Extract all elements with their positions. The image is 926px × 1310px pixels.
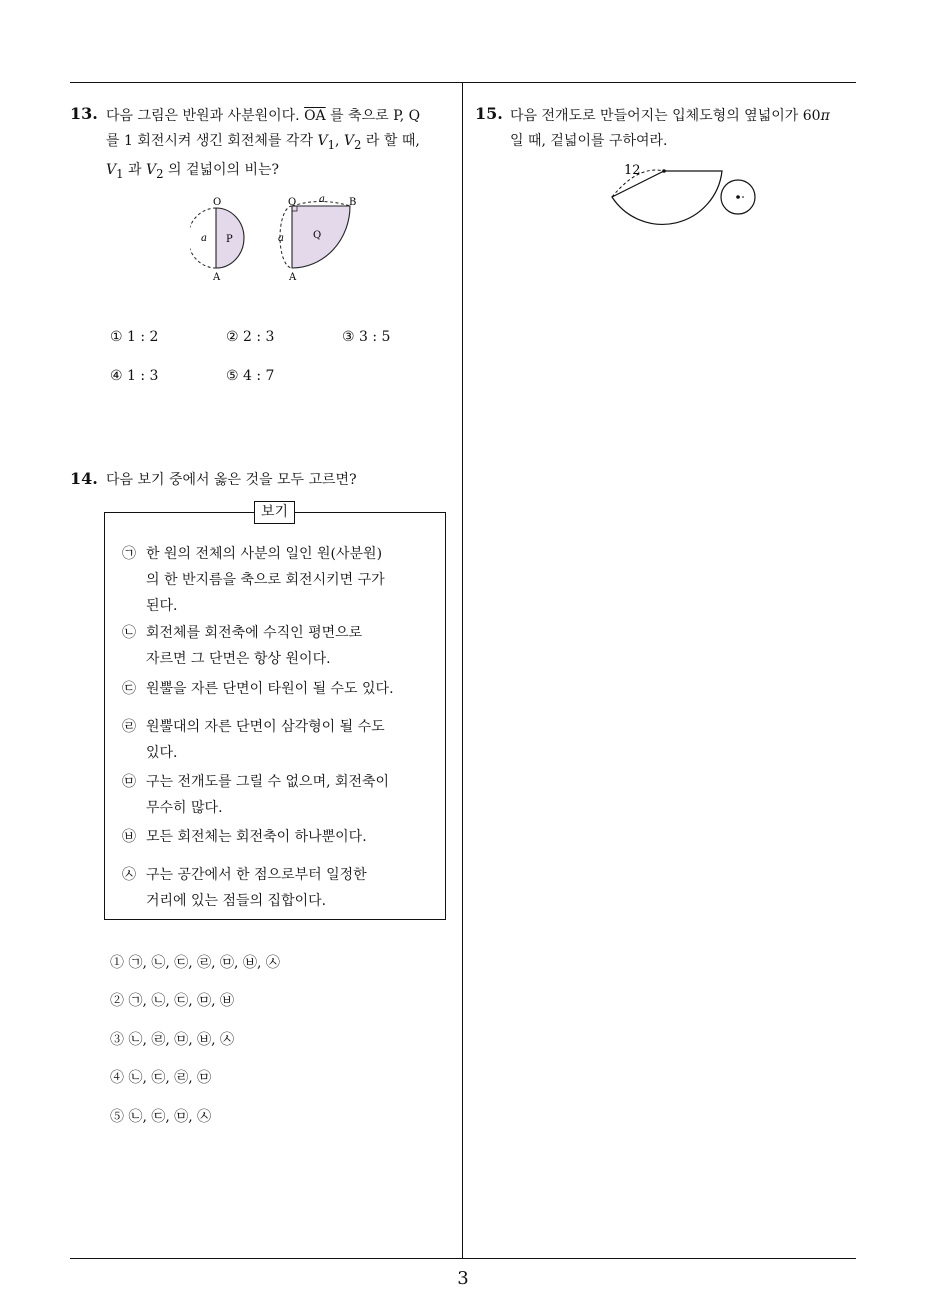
q13-line3: $V_1$ 과 $V_2$ 의 겉넓이의 비는? — [106, 161, 280, 181]
bottom-rule — [70, 1258, 856, 1259]
q13-line1: 다음 그림은 반원과 사분원이다. $\overline{OA}$ 를 축으로 P, Q — [106, 108, 421, 124]
q13-text — [106, 104, 456, 187]
bogi-item-6: ㉥ 모든 회전체는 회전축이 하나뿐이다. — [122, 829, 367, 845]
bogi-item-3: ㉢ 원뿔을 자른 단면이 타원이 될 수도 있다. — [122, 681, 394, 697]
bogi-title: 보기 — [254, 501, 295, 524]
q14-text: 다음 보기 중에서 옳은 것을 모두 고르면? — [106, 472, 357, 488]
q15-figure — [600, 155, 770, 237]
q15-line1: 다음 전개도로 만들어지는 입체도형의 옆넓이가 60π — [510, 108, 830, 124]
column-divider — [462, 82, 463, 1258]
page-number: 3 — [457, 1268, 469, 1289]
label-a-radius-left: a — [201, 233, 207, 244]
q13-line2: 를 1 회전시켜 생긴 회전체를 각각 $V_1$, $V_2$ 라 할 때, — [106, 133, 420, 152]
q13-choice-5[interactable]: ⑤ 4 : 7 — [226, 368, 275, 384]
bogi-item-4: ㉣ 원뿔대의 자른 단면이 삼각형이 될 수도 있다. — [122, 719, 385, 761]
q14-choice-2[interactable]: ② ㉠, ㉡, ㉢, ㉤, ㉥ — [110, 993, 235, 1009]
label-o-left: O — [213, 197, 222, 208]
label-a-right: A — [289, 272, 297, 283]
q14-choice-1[interactable]: ① ㉠, ㉡, ㉢, ㉣, ㉤, ㉥, ㉦ — [110, 955, 280, 971]
label-p: P — [226, 234, 233, 245]
label-o-right: O — [288, 197, 297, 208]
bogi-item-7: ㉦ 구는 공간에서 한 점으로부터 일정한 거리에 있는 점들의 집합이다. — [122, 867, 367, 909]
bogi-item-1: ㉠ 한 원의 전체의 사분의 일인 원(사분원) 의 한 반지름을 축으로 회전시키면 구가 된다. — [122, 546, 385, 614]
q14-choice-5[interactable]: ⑤ ㉡, ㉢, ㉤, ㉦ — [110, 1109, 212, 1125]
sector-net — [612, 171, 722, 224]
q13-choice-1[interactable]: ① 1 : 2 — [110, 329, 159, 345]
sector-vertex — [662, 169, 666, 173]
q14-choice-3[interactable]: ③ ㉡, ㉣, ㉤, ㉥, ㉦ — [110, 1032, 235, 1048]
q13-figure — [190, 192, 380, 284]
top-rule — [70, 82, 856, 83]
q15-text — [510, 104, 855, 154]
label-q: Q — [313, 230, 322, 241]
q14-choice-4[interactable]: ④ ㉡, ㉢, ㉣, ㉤ — [110, 1070, 212, 1086]
q15-line2: 일 때, 겉넓이를 구하여라. — [510, 133, 668, 149]
segment-oa: $\overline{OA}$ — [304, 108, 326, 124]
q15-number: 15. — [475, 104, 503, 123]
radius-label: 12 — [624, 163, 641, 178]
q13-choice-2[interactable]: ② 2 : 3 — [226, 329, 275, 345]
bogi-item-5: ㉤ 구는 전개도를 그릴 수 없으며, 회전축이 무수히 많다. — [122, 774, 390, 816]
q14-number: 14. — [70, 469, 98, 488]
label-a-left: A — [213, 272, 221, 283]
label-b: B — [349, 197, 357, 208]
q13-number: 13. — [70, 104, 98, 123]
label-a-right-radius: a — [278, 233, 284, 244]
bogi-item-2: ㉡ 회전체를 회전축에 수직인 평면으로 자르면 그 단면은 항상 원이다. — [122, 625, 363, 667]
label-a-top: a — [319, 194, 325, 205]
q13-choice-3[interactable]: ③ 3 : 5 — [342, 329, 391, 345]
q13-choice-4[interactable]: ④ 1 : 3 — [110, 368, 159, 384]
